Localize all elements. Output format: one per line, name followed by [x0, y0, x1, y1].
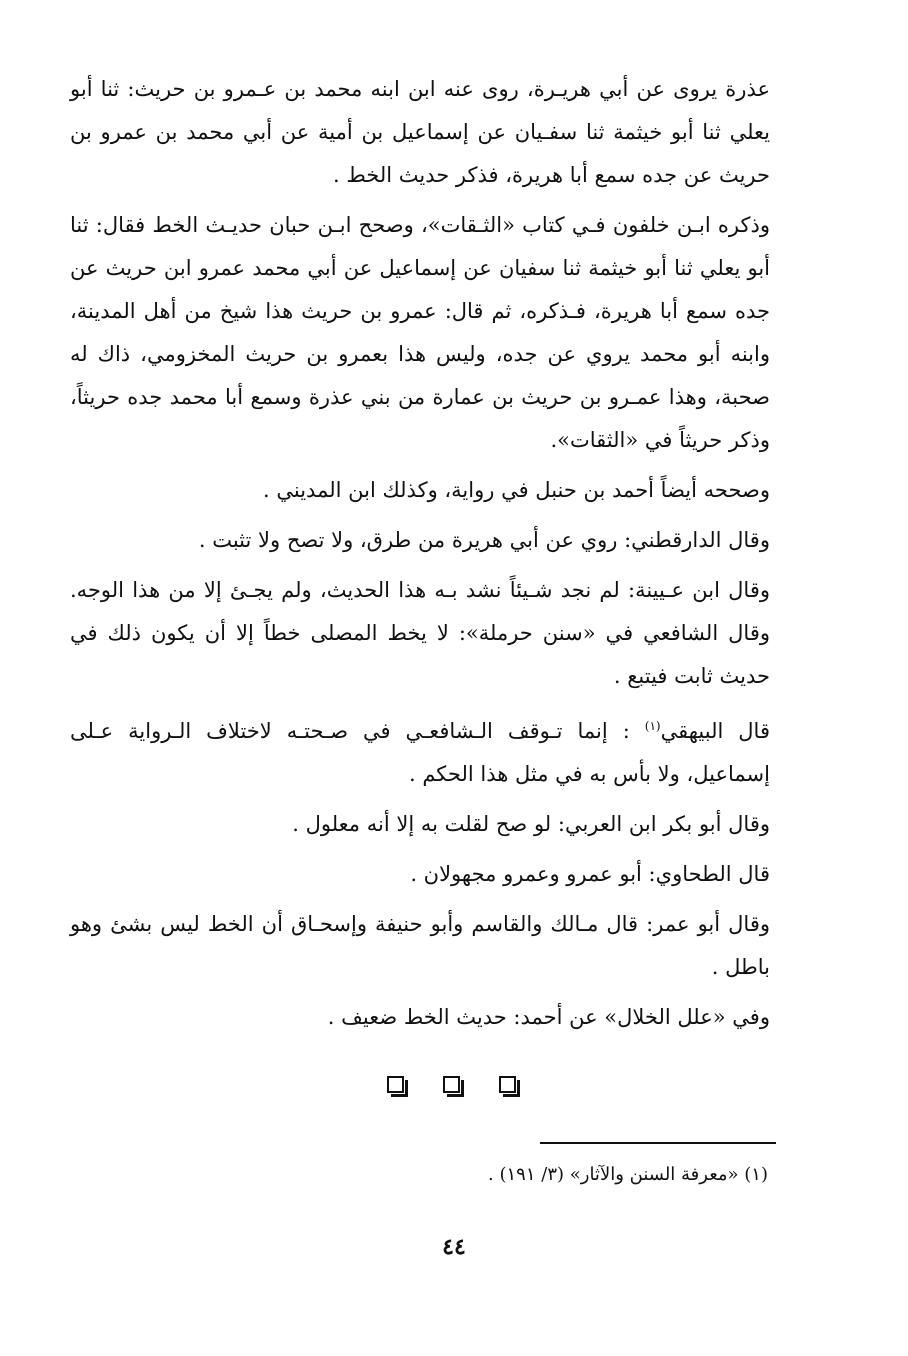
footnote-ref: (١): [644, 719, 661, 733]
paragraph-bayhaqi: [70, 705, 770, 796]
paragraph-4: وقال الدارقطني: روي عن أبي هريرة من طرق، ولا تصح ولا تثبت .: [198, 528, 770, 552]
bayhaqi-rest: : إنما تـوقف الـشافعـي في صـحتـه لاختلاف الـرواية عـلى: [70, 719, 645, 743]
bayhaqi-lead: قال البيهقي: [660, 719, 770, 743]
footnote: (١) «معرفة السنن والآثار» (٣/ ١٩١) .: [488, 1164, 768, 1185]
paragraph-5: وقال ابن عـيينة: لم نجد شـيئاً نشد بـه هذا الحديث، ولم يجـئ إلا من هذا الوجه. وقال الشافعي في «سنن حرملة»: لا يخط المصلى خطاً إلا أن يكون ذلك في حديث ثابت فيتبع .: [70, 578, 770, 688]
paragraph-7: وقال أبو بكر ابن العربي: لو صح لقلت به إلا أنه معلول .: [292, 812, 770, 836]
page-number: ٤٤: [442, 1234, 466, 1260]
page-body: [70, 68, 770, 1046]
bayhaqi-end: إسماعيل، ولا بأس به في مثل هذا الحكم .: [408, 762, 770, 786]
footnote-divider: [540, 1142, 776, 1144]
paragraph-8: قال الطحاوي: أبو عمرو وعمرو مجهولان .: [410, 862, 770, 886]
square-ornament-icon: [443, 1076, 465, 1098]
paragraph-10: وفي «علل الخلال» عن أحمد: حديث الخط ضعيف .: [327, 1005, 770, 1029]
paragraph-2: وذكره ابـن خلفون فـي كتاب «الثـقات»، وصحح ابـن حبان حديـث الخط فقال: ثنا أبو يعلي ثنا أبو خيثمة ثنا سفيان عن إسماعيل عن أبي محمد عمرو ابن حريث عن جده سمع أبا هريرة، فـذكره، ثم قال: عمرو بن حريث هذا شيخ من أهل المدينة، وابنه أبو محمد يروي عن جده، وليس هذا بعمرو بن حريث المخزومي، ذاك له صحبة، وهذا عمـرو بن حريث بن عمارة من بني عذرة وسمع أبا محمد جده حريثاً، وذكر حريثاً في «الثقات».: [70, 213, 770, 452]
paragraph-9: وقال أبو عمر: قال مـالك والقاسم وأبو حنيفة وإسحـاق أن الخط ليس بشئ وهو باطل .: [70, 912, 770, 979]
paragraph-1: عذرة يروى عن أبي هريـرة، روى عنه ابن ابنه محمد بن عـمرو بن حريث: ثنا أبو يعلي ثنا أبو خيثمة ثنا سفـيان عن إسماعيل بن أمية عن أبي محمد بن عمرو بن حريث عن جده سمع أبا هريرة، فذكر حديث الخط .: [70, 77, 770, 187]
section-separator: [0, 1076, 908, 1098]
square-ornament-icon: [499, 1076, 521, 1098]
square-ornament-icon: [387, 1076, 409, 1098]
paragraph-3: وصححه أيضاً أحمد بن حنبل في رواية، وكذلك ابن المديني .: [263, 478, 770, 502]
